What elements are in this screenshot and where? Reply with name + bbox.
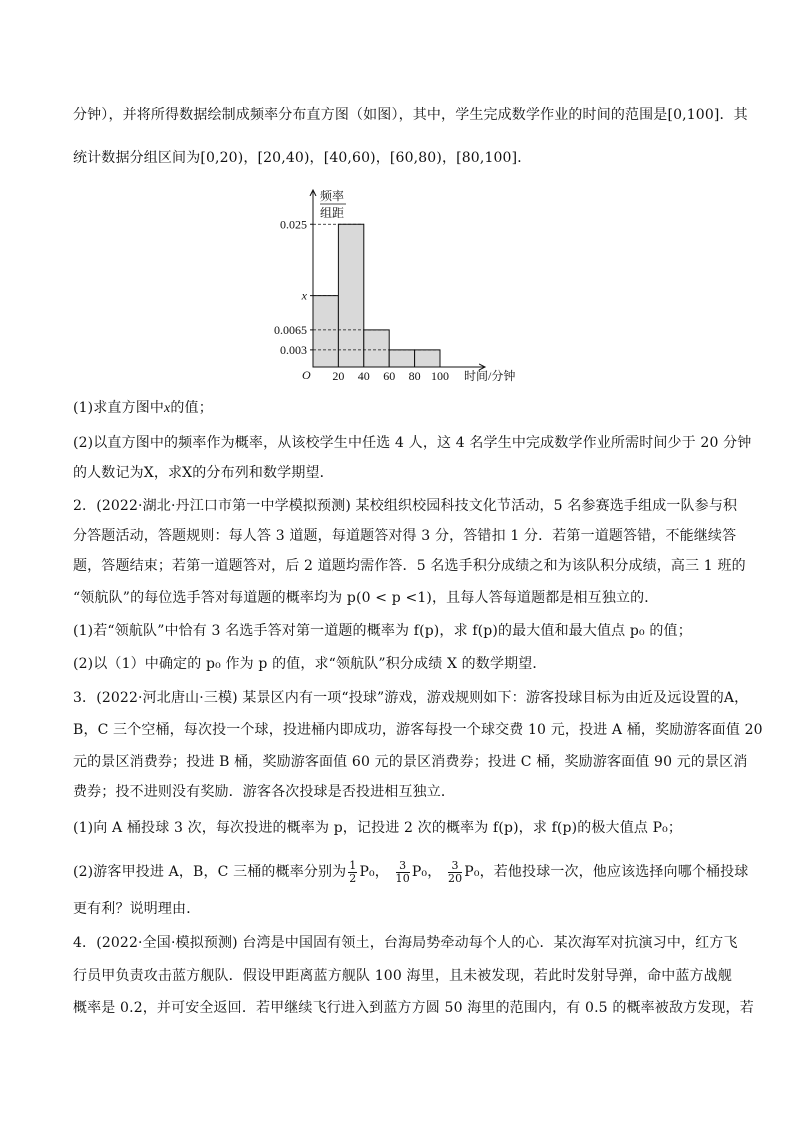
ytick-label-2: 0.0065 [274,322,307,337]
q3-line-5: (1)向 A 桶投球 3 次，每次投进的概率为 p，记投进 2 次的概率为 f(p)，求 f(p)的极大值点 P₀； [73,820,683,836]
q1-part-1 [73,398,213,419]
y-label-top: 频率 [320,189,345,203]
q2-line-2: 分答题活动，答题规则：每人答 3 道题，每道题答对得 3 分，答错扣 1 分．若第一道题答错，不能继续答 [73,528,737,544]
fraction-2-var: P₀， [411,864,442,880]
histogram-bar-80-100 [415,350,440,367]
intro-line-1 [73,105,748,125]
histogram-bar-0-20 [313,296,338,367]
fraction-3-var: P₀ [464,864,480,880]
xtick-label-20: 20 [332,369,345,383]
fraction-2 [396,860,410,885]
fraction-3-numerator: 3 [448,860,462,873]
ytick-label-1: x [301,288,307,303]
q2-line-4: “领航队”的每位选手答对每道题的概率均为 p(0 < p <1)，且每人答每道题都是相互独立的． [73,590,659,606]
q3-line-6-end: ，若他投球一次，他应该选择向哪个桶投球 [479,864,749,880]
x-axis-label: 时间/分钟 [464,369,516,383]
q4-line-3: 概率是 0.2，并可安全返回．若甲继续飞行进入到蓝方方圆 50 海里的范围内，有 0.5 的概率被敌方发现，若 [73,1000,754,1016]
q3-line-4: 费券；投不进则没有奖励．游客各次投球是否投进相互独立． [73,784,456,800]
fraction-2-numerator: 3 [396,860,410,873]
q1-part-1-end: 的值； [170,400,213,416]
var-x: x [164,401,171,416]
q3-line-7: 更有利？说明理由． [73,901,201,917]
fraction-1-denominator: 2 [349,871,357,885]
q3-line-1: 3．(2022·河北唐山·三模) 某景区内有一项“投球”游戏，游戏规则如下：游客投球目标为由近及远设置的A， [73,690,749,706]
q3-line-6 [73,855,748,889]
histogram-bar-40-60 [364,330,389,367]
group-intervals: [0,20)，[20,40)，[40,60)，[60,80)，[80,100]． [200,150,532,166]
fraction-1-var: P₀， [359,864,389,880]
histogram-bar-60-80 [389,350,414,367]
ytick-label-0: 0.025 [280,217,307,232]
q4-line-2: 行员甲负责攻击蓝方舰队．假设甲距离蓝方舰队 100 海里，且未被发现，若此时发射导弹，命中蓝方战舰 [73,968,732,984]
q2-line-3: 题，答题结束；若第一道题答对，后 2 道题均需作答．5 名选手积分成绩之和为该队积分成绩，高三 1 班的 [73,558,746,574]
xtick-label-80: 80 [408,369,421,383]
q3-line-3: 元的景区消费券；投进 B 桶，奖励游客面值 60 元的景区消费券；投进 C 桶，奖励游客面值 90 元的景区消 [73,754,748,770]
q2-line-1: 2．(2022·湖北·丹江口市第一中学模拟预测) 某校组织校园科技文化节活动，5 名参赛选手组成一队参与积 [73,498,738,514]
histogram-bar-20-40 [338,224,363,367]
xtick-label-60: 60 [383,369,396,383]
q1-part-2-line-1: (2)以直方图中的频率作为概率，从该校学生中任选 4 人，这 4 名学生中完成数学作业所需时间少于 20 分钟 [73,435,752,451]
q2-line-6: (2)以（1）中确定的 p₀ 作为 p 的值，求“领航队”积分成绩 X 的数学期望． [73,656,547,672]
frequency-histogram [260,182,560,392]
ytick-label-3: 0.003 [280,342,307,357]
q1-part-2-line-2: 的人数记为X，求X的分布列和数学期望． [73,465,334,481]
fraction-2-denominator: 10 [395,871,410,885]
q3-line-2: B，C 三个空桶，每次投一个球，投进桶内即成功，游客每投一个球交费 10 元，投进 A 桶，奖励游客面值 20 [73,722,763,738]
origin-label: O [302,368,311,382]
intro-line-2-text: 统计数据分组区间为 [73,150,201,166]
q1-part-1-text: (1)求直方图中 [73,400,165,416]
fraction-1 [348,860,357,885]
fraction-1-numerator: 1 [349,858,357,872]
y-label-bottom: 组距 [320,206,345,220]
intro-line-2 [73,148,531,168]
time-range: [0,100] [667,107,720,123]
intro-line-1-end: ．其 [719,107,748,123]
intro-line-1-text: 分钟），并将所得数据绘制成频率分布直方图（如图），其中，学生完成数学作业的时间的范围是 [73,107,668,123]
q4-line-1: 4．(2022·全国·模拟预测) 台湾是中国固有领土，台海局势牵动每个人的心．某次海军对抗演习中，红方飞 [73,935,738,951]
q3-line-6-text: (2)游客甲投进 A，B，C 三桶的概率分别为 [73,864,347,880]
xtick-label-100: 100 [431,369,449,383]
xtick-label-40: 40 [357,369,370,383]
q2-line-5: (1)若“领航队”中恰有 3 名选手答对第一道题的概率为 f(p)，求 f(p)的最大值和最大值点 p₀ 的值； [73,623,692,639]
fraction-3 [448,860,462,885]
fraction-3-denominator: 20 [447,871,463,885]
